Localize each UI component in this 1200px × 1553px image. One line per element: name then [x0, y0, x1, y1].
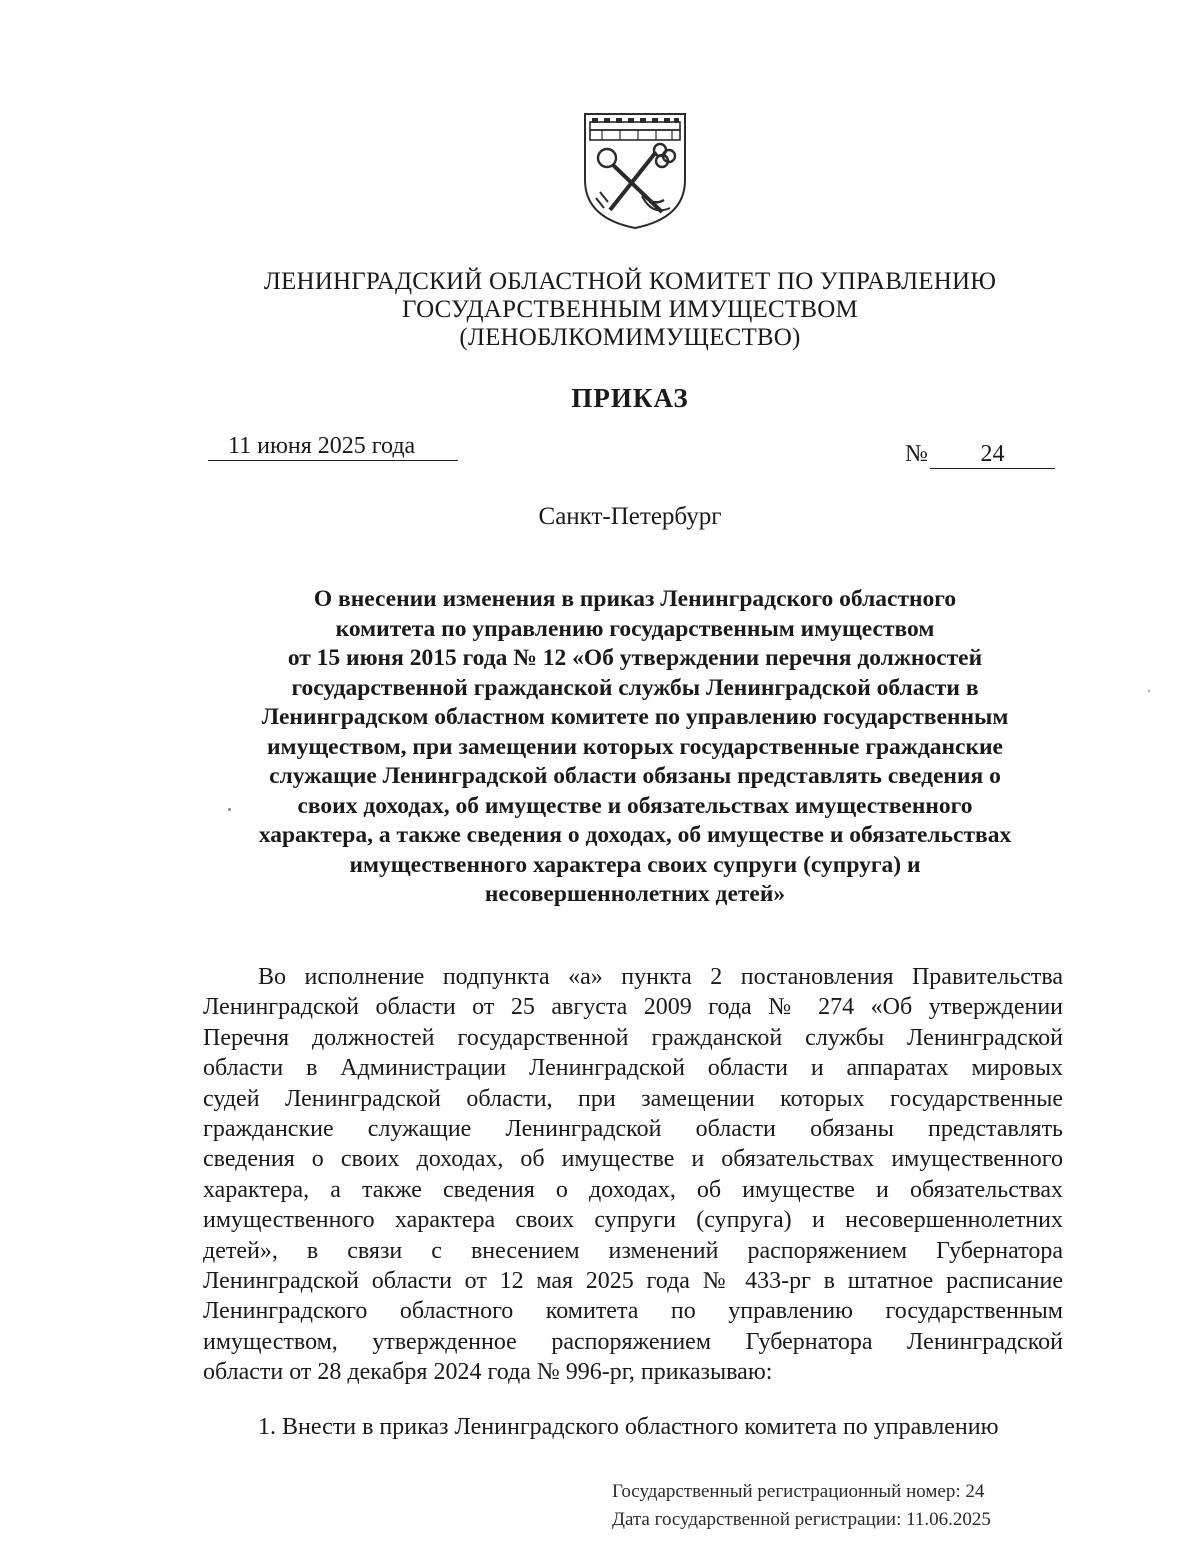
body-line: области от 28 декабря 2024 года № 996-рг, приказываю: [203, 1359, 773, 1386]
body-line: Ленинградской области от 25 августа 2009 года № 274 «Об утверждении [203, 994, 1063, 1021]
body-line: Во исполнение подпункта «а» пункта 2 постановления Правительства [258, 964, 1063, 990]
coat-of-arms-icon [580, 110, 690, 232]
body-line: гражданские служащие Ленинградской области обязаны представлять [203, 1115, 1063, 1142]
organization-line: (ЛЕНОБЛКОМИМУЩЕСТВО) [459, 324, 801, 351]
title-line: Ленинградском областном комитете по управлению государственным [261, 704, 1009, 730]
organization-line: ЛЕНИНГРАДСКИЙ ОБЛАСТНОЙ КОМИТЕТ ПО УПРАВЛЕНИЮ [263, 268, 997, 295]
title-line: своих доходах, об имуществе и обязательствах имущественного [297, 792, 973, 819]
scan-artifact [228, 808, 231, 811]
body-line: сведения о своих доходах, об имуществе и обязательствах имущественного [203, 1146, 1063, 1173]
body-line: детей», в связи с внесением изменений распоряжением Губернатора [203, 1237, 1063, 1264]
title-line: государственной гражданской службы Ленинградской области в [291, 674, 979, 701]
scan-artifact [1148, 690, 1150, 692]
registration-date: Дата государственной регистрации: 11.06.2025 [612, 1509, 991, 1530]
order-item-1: 1. Внести в приказ Ленинградского областного комитета по управлению [258, 1414, 999, 1440]
body-line: Ленинградского областного комитета по управлению государственным [203, 1298, 1063, 1325]
document-date: 11 июня 2025 года [208, 432, 458, 461]
registration-number: Государственный регистрационный номер: 24 [612, 1481, 985, 1502]
order-title [200, 585, 1070, 910]
organization-line: ГОСУДАРСТВЕННЫМ ИМУЩЕСТВОМ [402, 296, 858, 323]
body-line: области в Администрации Ленинградской области и аппаратах мировых [203, 1055, 1063, 1082]
body-line: имущественного характера своих супруги (супруга) и несовершеннолетних [203, 1207, 1063, 1234]
title-line: характера, а также сведения о доходах, об имуществе и обязательствах [258, 822, 1012, 848]
title-line: О внесении изменения в приказ Ленинградского областного [313, 586, 957, 612]
city-name: Санкт-Петербург [538, 503, 722, 530]
title-line: комитета по управлению государственным имуществом [335, 615, 935, 642]
body-line: судей Ленинградской области, при замещении которых государственные [203, 1085, 1063, 1112]
number-sign: № [905, 441, 928, 467]
title-line: служащие Ленинградской области обязаны представлять сведения о [269, 763, 1001, 789]
document-number [905, 440, 1055, 468]
title-line: от 15 июня 2015 года № 12 «Об утверждении перечня должностей [287, 645, 983, 671]
body-line: характера, а также сведения о доходах, об имуществе и обязательствах [203, 1176, 1063, 1203]
registration-stamp [612, 1478, 1072, 1534]
document-type-heading: ПРИКАЗ [571, 383, 689, 413]
number-value: 24 [930, 440, 1055, 469]
title-line: имуществом, при замещении которых государственные гражданские [267, 733, 1003, 760]
body-line: Перечня должностей государственной гражданской службы Ленинградской [203, 1024, 1063, 1051]
title-line: имущественного характера своих супруги (супруга) и [349, 851, 921, 878]
title-line: несовершеннолетних детей» [484, 881, 786, 907]
body-line: Ленинградской области от 12 мая 2025 года № 433-рг в штатное расписание [203, 1267, 1063, 1294]
preamble-paragraph [203, 962, 1063, 1387]
organization-name [130, 268, 1130, 352]
body-line: имуществом, утвержденное распоряжением Губернатора Ленинградской [203, 1328, 1063, 1355]
